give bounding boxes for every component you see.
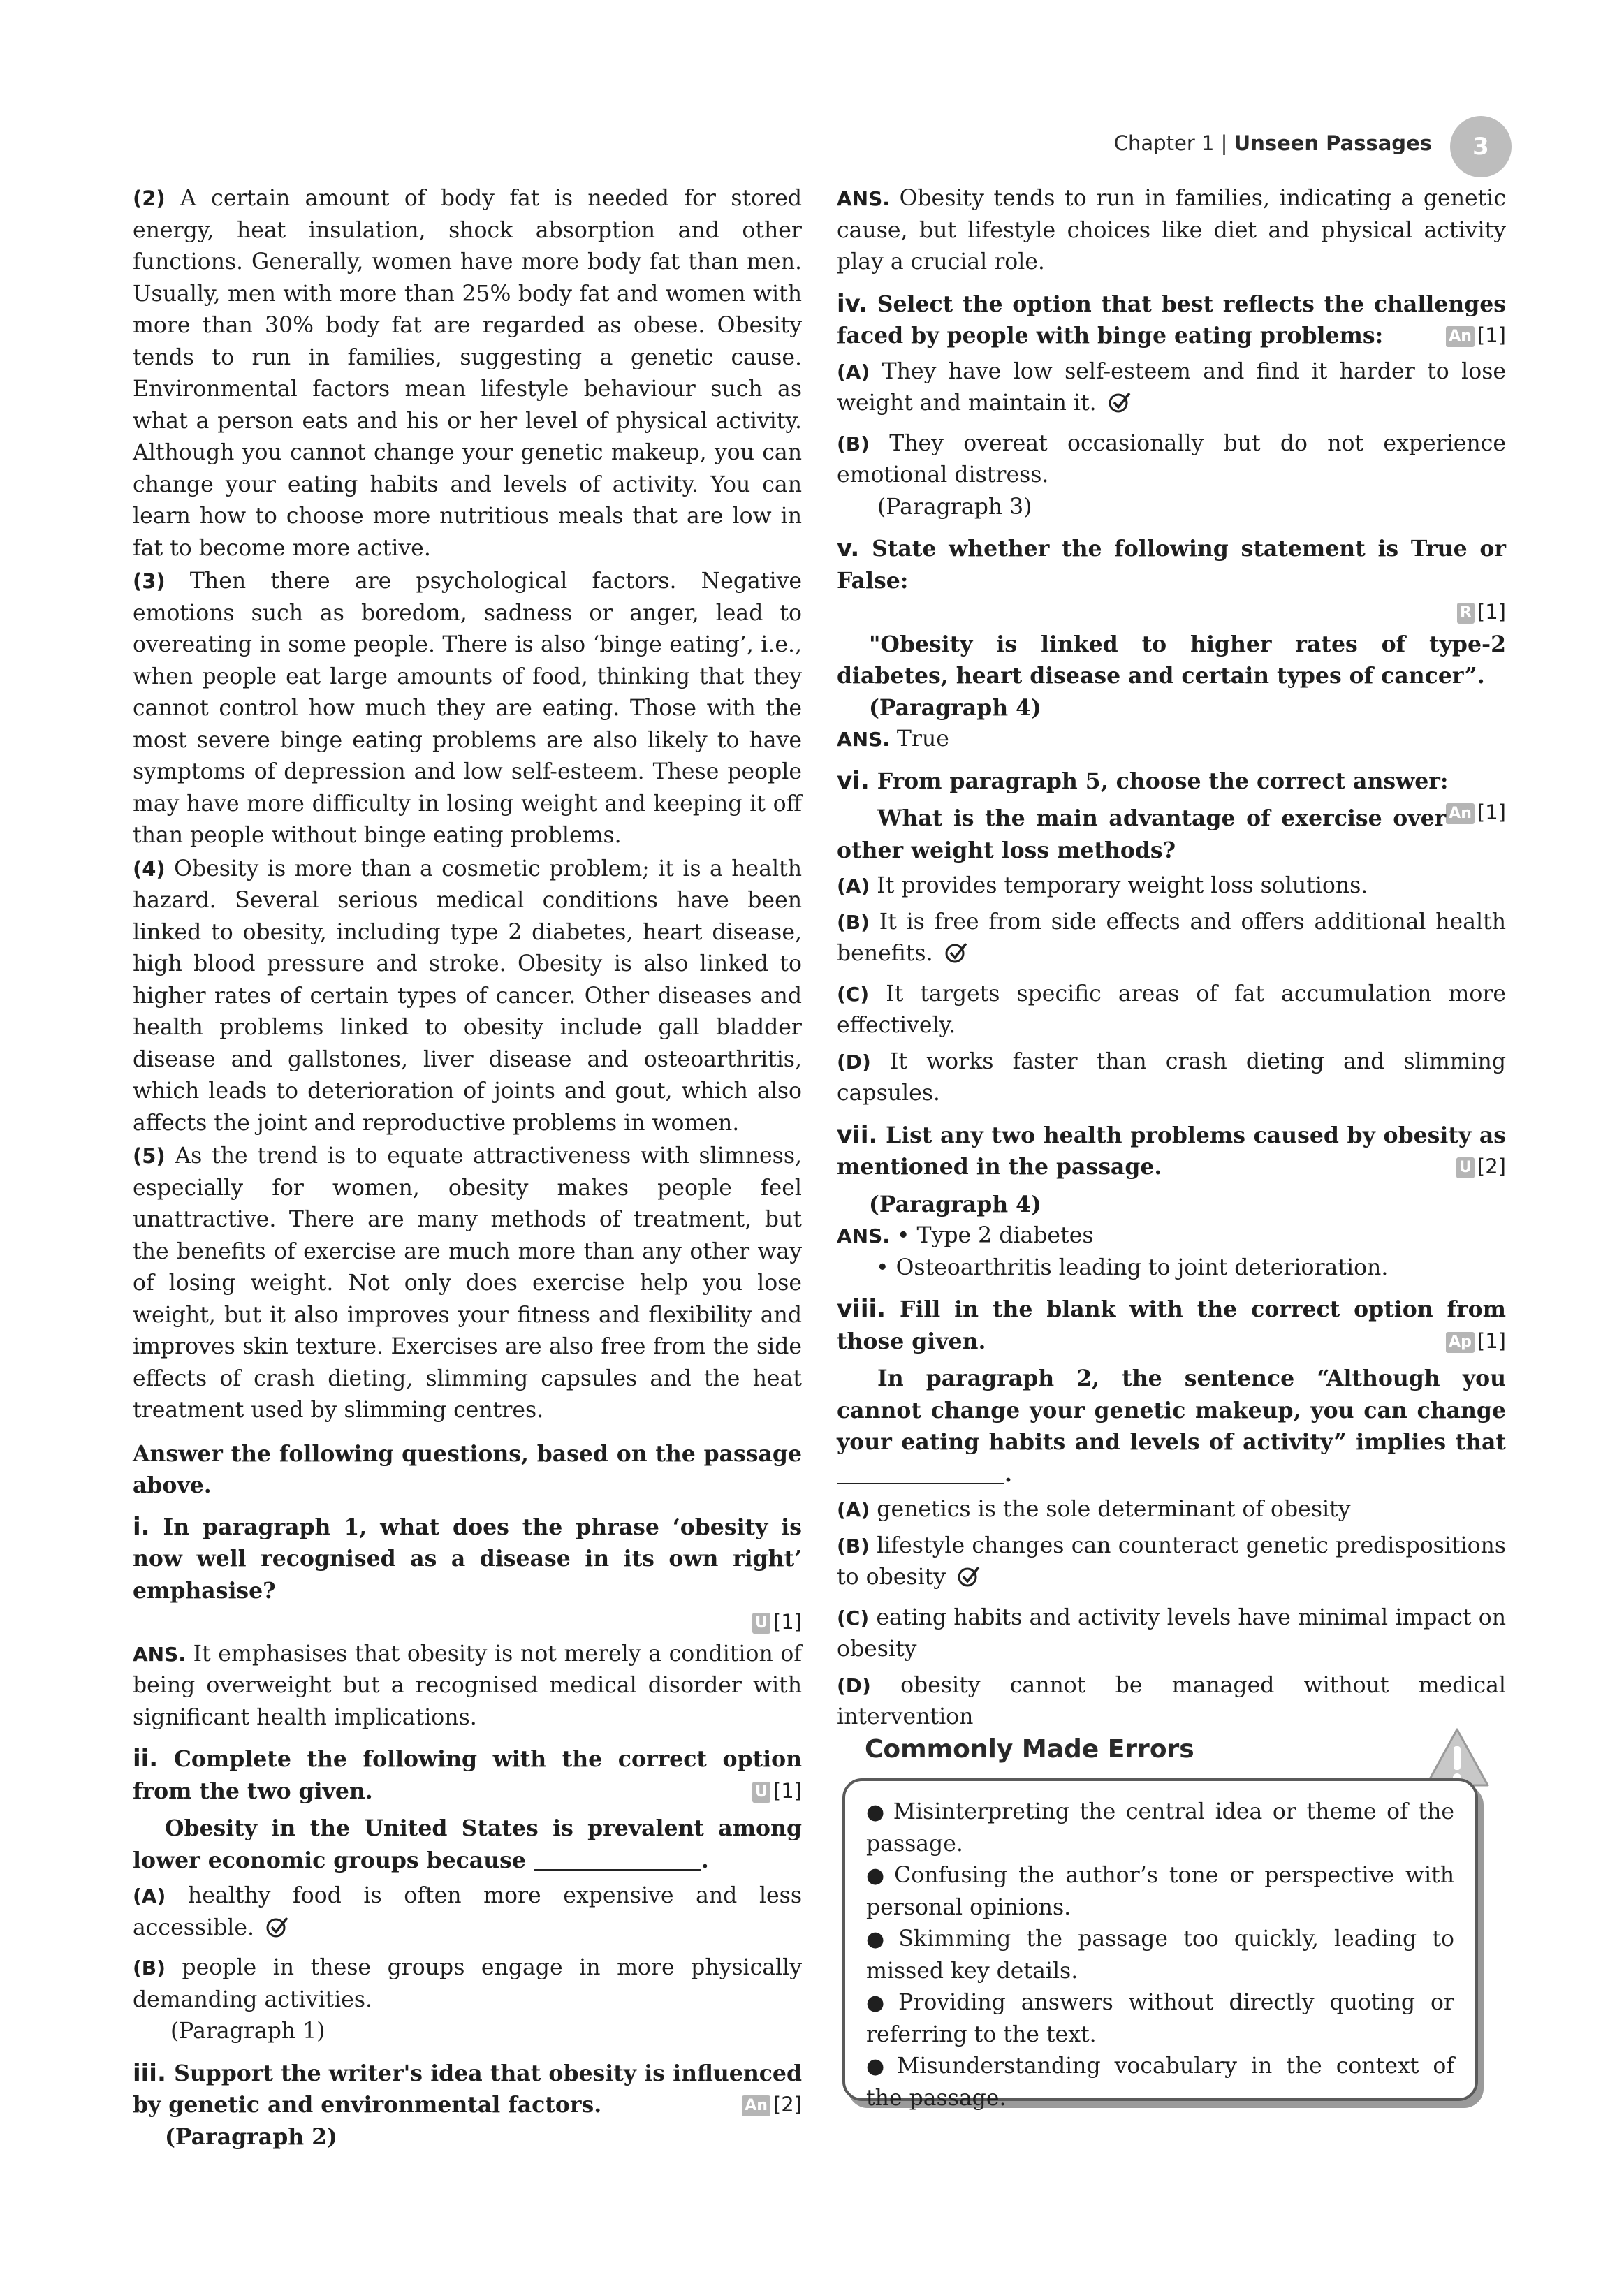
question-2-marks bbox=[752, 1776, 802, 1808]
option-text: genetics is the sole determinant of obesity bbox=[877, 1497, 1351, 1522]
bullet-icon: ● bbox=[866, 2054, 892, 2079]
stem-text: In paragraph 2, the sentence “Although you cannot change your genetic makeup, you can change your eating habits and levels of activity” implies that bbox=[837, 1366, 1506, 1455]
question-8-marks bbox=[1446, 1326, 1506, 1358]
question-7-reference: (Paragraph 4) bbox=[869, 1191, 1041, 1217]
option-label: (C) bbox=[837, 1606, 870, 1630]
question-5-statement: "Obesity is linked to higher rates of type-2 diabetes, heart disease and certain types of cancer”. bbox=[837, 631, 1506, 689]
bullet-icon: • bbox=[876, 1254, 889, 1280]
question-text: Support the writer's idea that obesity is influenced by genetic and environmental factors. bbox=[133, 2060, 802, 2118]
paragraph-text: Then there are psychological factors. Negative emotions such as boredom, sadness or anger, lead to overeating in some people. There is also ‘binge eating’, i.e., when people eat large amounts of food, thinking that they cannot control how much they are eating. Those with the most severe binge eating problems are also likely to have symptoms of depression and low self-esteem. These people may have more difficulty in losing weight and keeping it off than people without binge eating problems. bbox=[133, 569, 803, 848]
paragraph-text: A certain amount of body fat is needed for stored energy, heat insulation, shock absorption and other functions. Generally, women have more body fat than men. Usually, men with more than 25% body fat and women with more than 30% body fat are regarded as obese. Obesity tends to run in families, suggesting a genetic cause. Environmental factors mean lifestyle behaviour such as what a person eats and his or her level of physical activity. Although you cannot change your genetic makeup, you can change your eating habits and levels of activity. You can learn how to choose more nutritious meals that are low in fat to become more active. bbox=[133, 186, 803, 561]
question-number: iv. bbox=[837, 289, 868, 318]
question-2-option-b bbox=[133, 1952, 802, 2016]
option-text: people in these groups engage in more physically demanding activities. bbox=[133, 1955, 803, 2012]
option-text: eating habits and activity levels have minimal impact on obesity bbox=[837, 1604, 1507, 1662]
question-3 bbox=[133, 2058, 802, 2121]
question-number: vii. bbox=[837, 1120, 878, 1149]
question-4 bbox=[837, 288, 1506, 352]
marks: [1] bbox=[1477, 323, 1506, 347]
question-8-option-d bbox=[837, 1670, 1506, 1734]
question-2-stem: Obesity in the United States is prevalent among lower economic groups because . bbox=[133, 1815, 802, 1873]
paragraph-4 bbox=[133, 854, 802, 1140]
paragraph-number: (4) bbox=[133, 856, 166, 881]
option-text: healthy food is often more expensive and less accessible. bbox=[133, 1883, 803, 1940]
stem-text: Obesity in the United States is prevalent among lower economic groups because bbox=[133, 1815, 802, 1873]
question-6-option-d bbox=[837, 1046, 1506, 1110]
question-6-marks bbox=[1446, 797, 1506, 829]
question-text: State whether the following statement is True or False: bbox=[837, 536, 1506, 594]
page-number: 3 bbox=[1450, 116, 1512, 177]
paragraph-number: (2) bbox=[133, 186, 166, 210]
section-label: Unseen Passages bbox=[1234, 131, 1432, 155]
skill-badge: An bbox=[1446, 326, 1475, 347]
question-4-marks bbox=[1446, 320, 1506, 352]
answer-label: ANS. bbox=[837, 1224, 890, 1247]
option-text: obesity cannot be managed without medical intervention bbox=[837, 1672, 1506, 1729]
error-item bbox=[866, 1987, 1454, 2051]
question-number: vi. bbox=[837, 766, 870, 795]
option-label: (D) bbox=[837, 1674, 871, 1697]
option-label: (B) bbox=[837, 910, 870, 934]
marks: [2] bbox=[1477, 1155, 1506, 1178]
question-4-option-b bbox=[837, 428, 1506, 492]
error-item-text: Confusing the author’s tone or perspective with personal opinions. bbox=[866, 1863, 1454, 1920]
paragraph-number: (3) bbox=[133, 569, 166, 593]
option-text: They overeat occasionally but do not experience emotional distress. bbox=[837, 430, 1506, 488]
question-text: Complete the following with the correct option from the two given. bbox=[133, 1746, 803, 1804]
question-6-option-c bbox=[837, 979, 1506, 1042]
error-item-text: Providing answers without directly quoting or referring to the text. bbox=[866, 1990, 1454, 2047]
common-errors-title: Commonly Made Errors bbox=[865, 1735, 1194, 1764]
skill-badge: R bbox=[1457, 603, 1475, 624]
question-2 bbox=[133, 1743, 802, 1807]
paragraph-number: (5) bbox=[133, 1144, 166, 1168]
check-circle-icon bbox=[265, 1915, 289, 1949]
option-text: It is free from side effects and offers additional health benefits. bbox=[837, 909, 1506, 966]
check-circle-icon bbox=[944, 941, 968, 974]
question-5-marks bbox=[837, 596, 1506, 629]
answer-text: Osteoarthritis leading to joint deterioration. bbox=[895, 1254, 1389, 1280]
question-6 bbox=[837, 766, 1506, 824]
paragraph-text: Obesity is more than a cosmetic problem; it is a health hazard. Several serious medical conditions have been linked to obesity, including type 2 diabetes, heart disease, high blood pressure and stroke. Obesity is also linked to higher rates of certain types of cancer. Other diseases and health problems linked to obesity include gall bladder disease and gallstones, liver disease and osteoarthritis, which leads to deterioration of joints and gout, which also affects the joint and reproductive problems in women. bbox=[133, 856, 802, 1136]
skill-badge: An bbox=[742, 2095, 770, 2116]
answer-text: Type 2 diabetes bbox=[916, 1223, 1094, 1248]
answer-5 bbox=[837, 724, 1506, 756]
option-label: (B) bbox=[133, 1956, 166, 1979]
skill-badge: Ap bbox=[1446, 1332, 1475, 1353]
common-errors-list bbox=[842, 1778, 1478, 2111]
question-7 bbox=[837, 1120, 1506, 1183]
question-4-option-a bbox=[837, 356, 1506, 424]
paragraph-5 bbox=[133, 1141, 802, 1427]
option-text: It works faster than crash dieting and slimming capsules. bbox=[837, 1048, 1507, 1106]
option-text: lifestyle changes can counteract genetic predispositions to obesity bbox=[837, 1532, 1507, 1590]
error-item-text: Misinterpreting the central idea or theme of the passage. bbox=[866, 1799, 1454, 1857]
marks: [1] bbox=[1477, 600, 1506, 624]
answer-label: ANS. bbox=[133, 1642, 186, 1666]
option-label: (A) bbox=[837, 360, 870, 383]
question-2-option-a bbox=[133, 1880, 802, 1948]
title-separator: | bbox=[1220, 131, 1228, 155]
marks: [1] bbox=[1477, 1328, 1506, 1353]
question-number: v. bbox=[837, 534, 860, 562]
question-number: iii. bbox=[133, 2058, 166, 2087]
error-item bbox=[866, 1796, 1454, 1860]
question-3-marks bbox=[742, 2089, 802, 2121]
option-label: (A) bbox=[837, 874, 870, 898]
question-2-reference: (Paragraph 1) bbox=[170, 2019, 325, 2044]
answer-1 bbox=[133, 1639, 802, 1734]
question-6-option-b bbox=[837, 907, 1506, 974]
bullet-icon: ● bbox=[866, 1991, 893, 2015]
question-8-option-a bbox=[837, 1494, 1506, 1526]
question-text: Fill in the blank with the correct option from those given. bbox=[837, 1296, 1507, 1354]
common-errors-panel bbox=[837, 1725, 1507, 2144]
question-text: From paragraph 5, choose the correct answer: bbox=[877, 768, 1449, 794]
left-column bbox=[133, 183, 802, 2153]
option-text: It provides temporary weight loss solutions. bbox=[877, 873, 1368, 898]
option-label: (A) bbox=[133, 1884, 166, 1908]
answer-blank bbox=[534, 1848, 701, 1871]
option-label: (D) bbox=[837, 1050, 871, 1074]
question-text: Select the option that best reflects the challenges faced by people with binge eating problems: bbox=[837, 291, 1506, 349]
question-1-marks bbox=[133, 1606, 802, 1639]
question-5-reference: (Paragraph 4) bbox=[869, 694, 1041, 721]
marks: [1] bbox=[773, 1778, 802, 1803]
bullet-icon: ● bbox=[866, 1864, 889, 1888]
question-5 bbox=[837, 533, 1506, 596]
bullet-icon: ● bbox=[866, 1927, 893, 1952]
answer-7 bbox=[837, 1220, 1506, 1252]
error-item-text: Misunderstanding vocabulary in the context of the passage. bbox=[866, 2054, 1454, 2111]
question-1 bbox=[133, 1511, 802, 1607]
answer-label: ANS. bbox=[837, 187, 890, 210]
question-6-stem: What is the main advantage of exercise over other weight loss methods? bbox=[837, 805, 1447, 863]
option-text: It targets specific areas of fat accumulation more effectively. bbox=[837, 981, 1506, 1038]
paragraph-3 bbox=[133, 566, 802, 852]
answer-label: ANS. bbox=[837, 728, 890, 751]
option-text: They have low self-esteem and find it harder to lose weight and maintain it. bbox=[837, 358, 1507, 416]
skill-badge: U bbox=[752, 1613, 770, 1634]
question-8-option-b bbox=[837, 1530, 1506, 1598]
error-item bbox=[866, 1924, 1454, 1987]
answer-3 bbox=[837, 183, 1506, 279]
answer-text: True bbox=[896, 726, 949, 752]
option-label: (C) bbox=[837, 982, 870, 1006]
error-item-text: Skimming the passage too quickly, leading to missed key details. bbox=[866, 1926, 1454, 1984]
question-3-reference: (Paragraph 2) bbox=[165, 2123, 337, 2150]
answer-7-second bbox=[837, 1252, 1506, 1284]
paragraph-text: As the trend is to equate attractiveness with slimness, especially for women, obesity makes people feel unattractive. There are many methods of treatment, but the benefits of exercise are much more than any other way of losing weight. Not only does exercise help you lose weight, but it also improves your fitness and flexibility and improves skin texture. Exercises are also free from the side effects of crash dieting, slimming capsules and the heat treatment used by slimming centres. bbox=[133, 1143, 802, 1423]
option-label: (A) bbox=[837, 1498, 870, 1521]
answer-text: Obesity tends to run in families, indicating a genetic cause, but lifestyle choices like diet and physical activity play a crucial role. bbox=[837, 186, 1507, 274]
question-text: List any two health problems caused by obesity as mentioned in the passage. bbox=[837, 1122, 1506, 1180]
question-6-option-a bbox=[837, 870, 1506, 902]
question-number: viii. bbox=[837, 1295, 886, 1323]
question-4-reference: (Paragraph 3) bbox=[877, 494, 1032, 520]
check-circle-icon bbox=[1108, 390, 1132, 424]
question-number: i. bbox=[133, 1512, 150, 1541]
skill-badge: U bbox=[1456, 1157, 1475, 1178]
answer-blank bbox=[837, 1462, 1004, 1484]
bullet-icon: • bbox=[896, 1223, 910, 1248]
question-7-marks bbox=[1456, 1151, 1506, 1183]
paragraph-2 bbox=[133, 183, 802, 564]
running-title bbox=[1114, 131, 1432, 155]
answer-text: It emphasises that obesity is not merely a condition of being overweight but a recognised medical disorder with significant health implications. bbox=[133, 1641, 803, 1730]
skill-badge: An bbox=[1446, 803, 1475, 824]
question-number: ii. bbox=[133, 1745, 159, 1773]
marks: [1] bbox=[1477, 800, 1506, 824]
check-circle-icon bbox=[957, 1565, 981, 1598]
right-column bbox=[837, 183, 1506, 1734]
question-8-stem: In paragraph 2, the sentence “Although you cannot change your genetic makeup, you can change your eating habits and levels of activity” implies that . bbox=[837, 1366, 1506, 1487]
option-label: (B) bbox=[837, 1534, 870, 1558]
error-item bbox=[866, 1860, 1454, 1924]
question-text: In paragraph 1, what does the phrase ‘obesity is now well recognised as a disease in its own right’ emphasise? bbox=[133, 1514, 803, 1604]
marks: [2] bbox=[773, 2093, 802, 2116]
chapter-label: Chapter 1 bbox=[1113, 131, 1215, 155]
question-8 bbox=[837, 1294, 1506, 1357]
question-8-option-c bbox=[837, 1602, 1506, 1666]
page-header bbox=[978, 117, 1509, 187]
bullet-icon: ● bbox=[866, 1800, 888, 1824]
marks: [1] bbox=[773, 1610, 802, 1634]
option-label: (B) bbox=[837, 432, 870, 455]
instructions: Answer the following questions, based on the passage above. bbox=[133, 1440, 802, 1498]
error-item bbox=[866, 2051, 1454, 2114]
skill-badge: U bbox=[752, 1782, 770, 1803]
